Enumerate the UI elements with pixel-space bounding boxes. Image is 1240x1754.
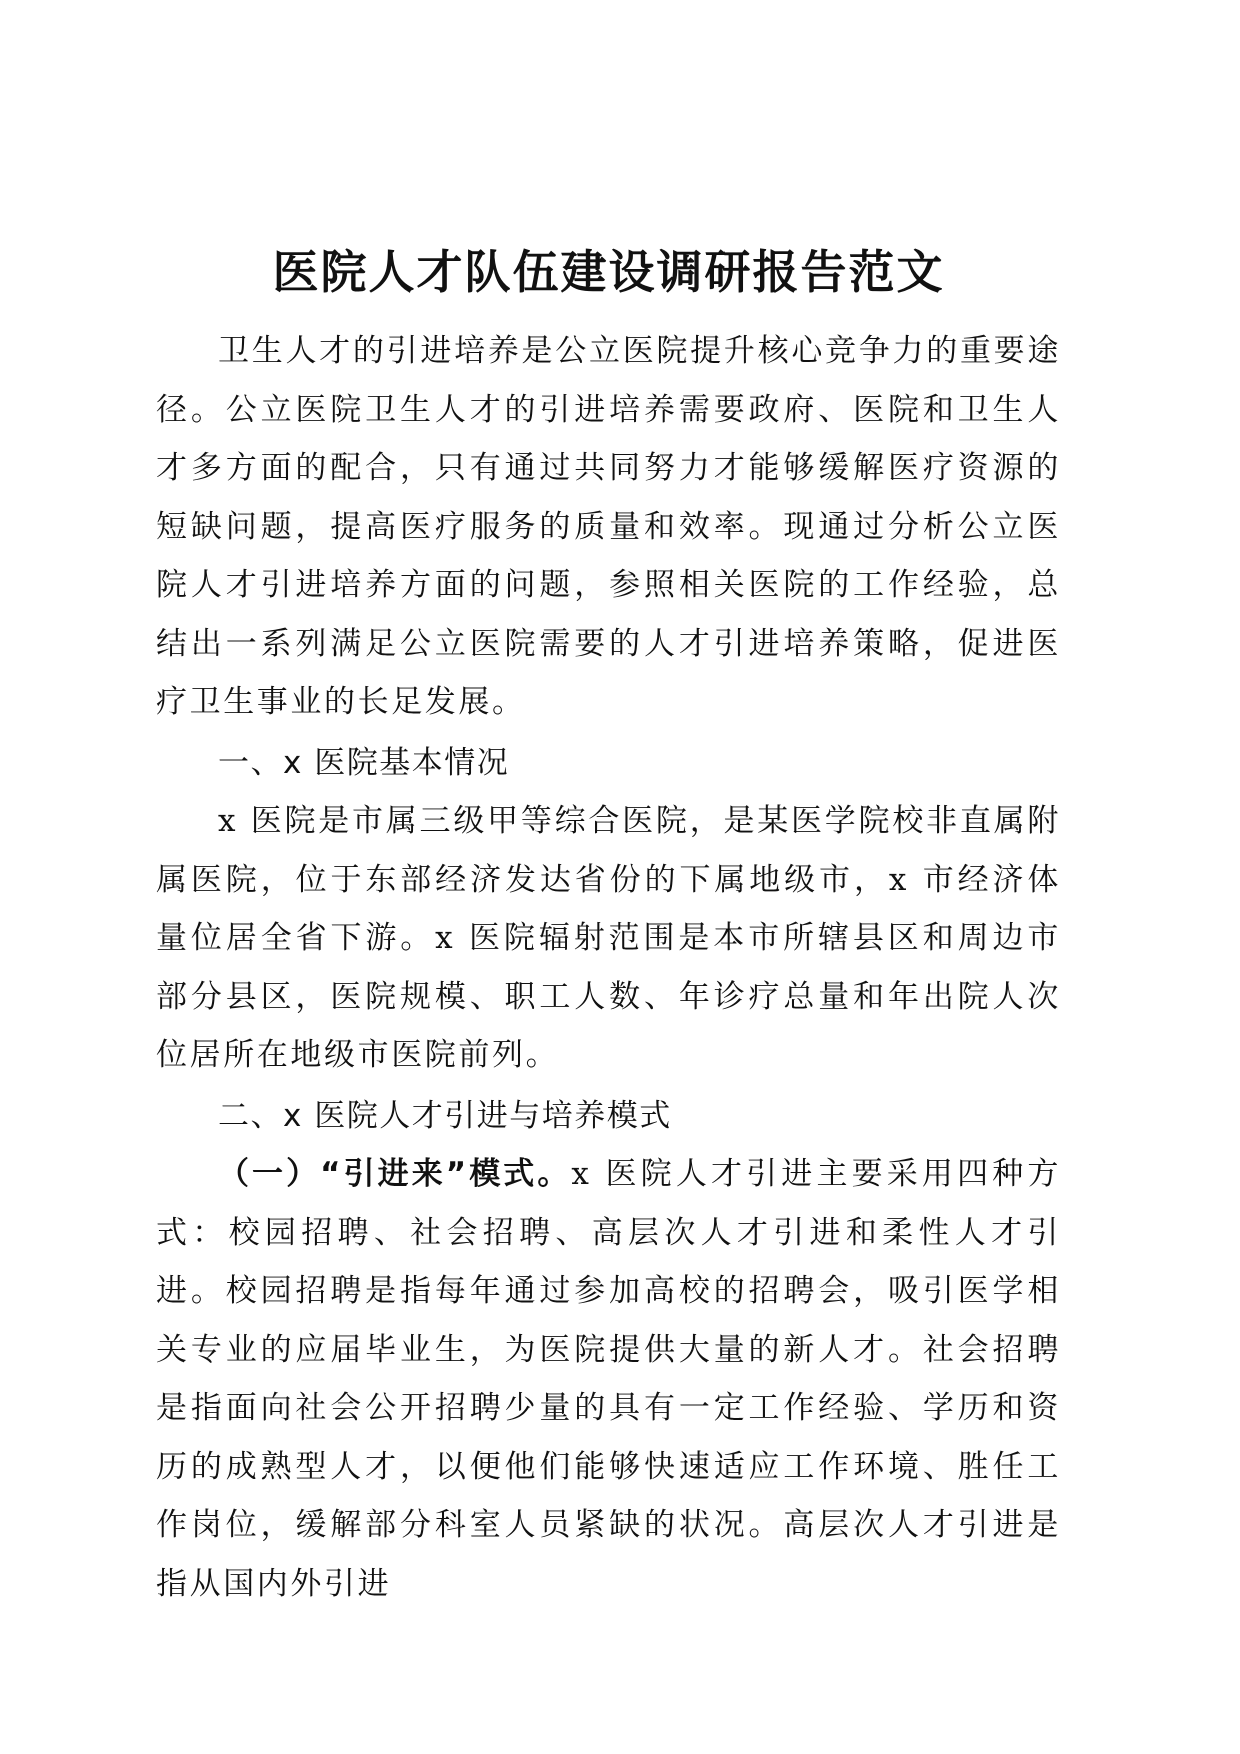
document-body <box>156 240 1061 1613</box>
section-heading-2: 二、x 医院人才引进与培养模式 <box>218 1097 672 1134</box>
subsection-lead: （一）“引进来”模式。 <box>218 1156 572 1192</box>
section-1-paragraph: x 医院是市属三级甲等综合医院，是某医学院校非直属附属医院，位于东部经济发达省份的下属地级市，x 市经济体量位居全省下游。x 医院辐射范围是本市所辖县区和周边市部分县区，医院规模、职工人数、年诊疗总量和年出院人次位居所在地级市医院前列。 <box>156 803 1061 1073</box>
section-2-subsection-1-paragraph <box>156 1145 1061 1613</box>
intro-paragraph: 卫生人才的引进培养是公立医院提升核心竞争力的重要途径。公立医院卫生人才的引进培养需要政府、医院和卫生人才多方面的配合，只有通过共同努力才能够缓解医疗资源的短缺问题，提高医疗服务的质量和效率。现通过分析公立医院人才引进培养方面的问题，参照相关医院的工作经验，总结出一系列满足公立医院需要的人才引进培养策略，促进医疗卫生事业的长足发展。 <box>156 333 1061 720</box>
subsection-body: x 医院人才引进主要采用四种方式：校园招聘、社会招聘、高层次人才引进和柔性人才引进。校园招聘是指每年通过参加高校的招聘会，吸引医学相关专业的应届毕业生，为医院提供大量的新人才。社会招聘是指面向社会公开招聘少量的具有一定工作经验、学历和资历的成熟型人才，以便他们能够快速适应工作环境、胜任工作岗位，缓解部分科室人员紧缺的状况。高层次人才引进是指从国内外引进 <box>156 1156 1062 1602</box>
section-heading-1: 一、x 医院基本情况 <box>218 744 510 781</box>
document-title: 医院人才队伍建设调研报告范文 <box>272 245 945 299</box>
